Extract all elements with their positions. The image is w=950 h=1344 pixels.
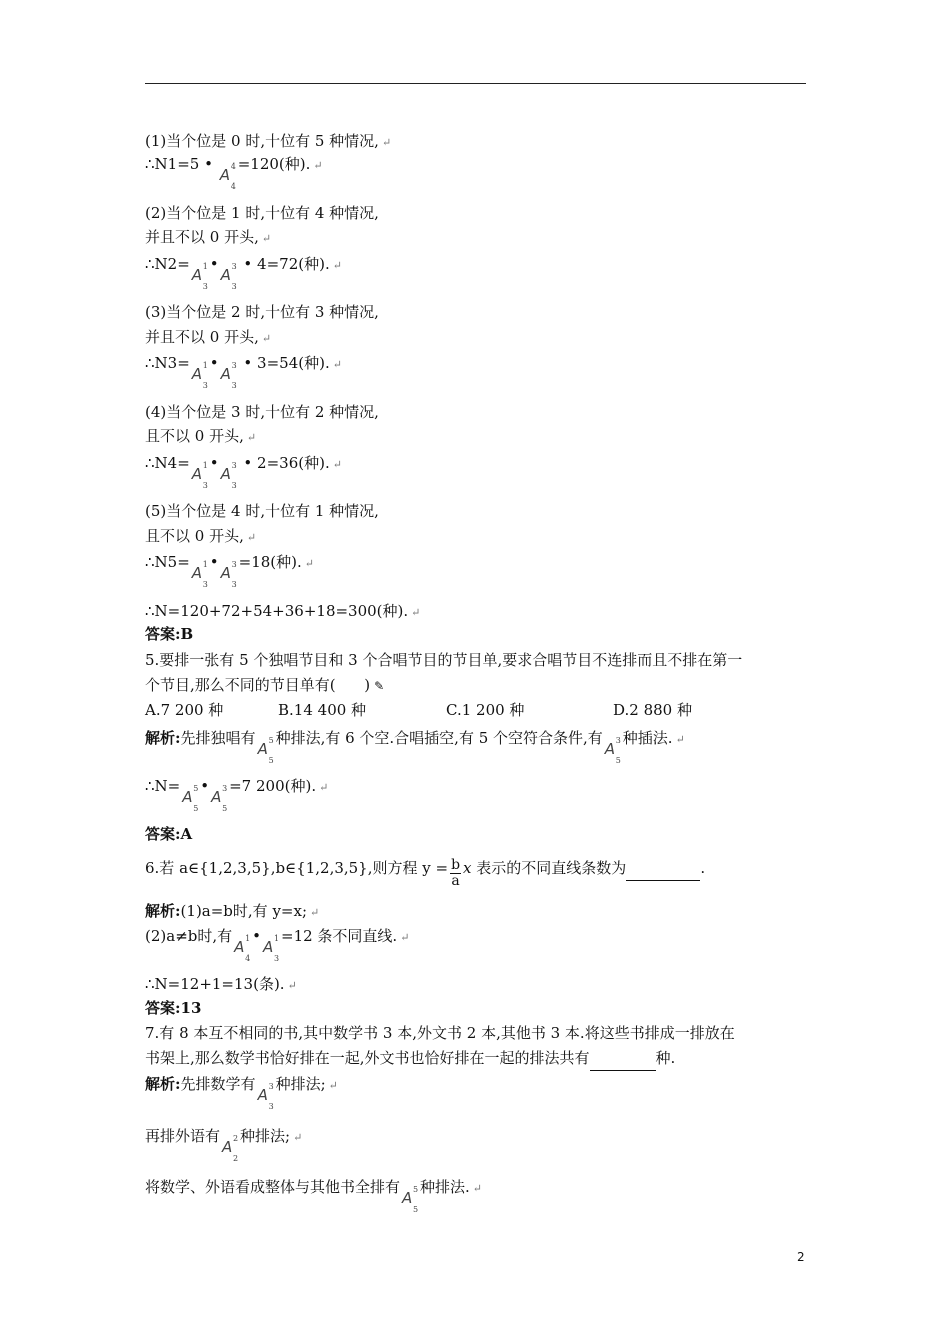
line-case-4: (4)当个位是 3 时,十位有 2 种情况,: [145, 403, 379, 421]
line-case-2: (2)当个位是 1 时,十位有 4 种情况,: [145, 204, 379, 222]
perm-a53: A 3 5: [211, 784, 228, 813]
analysis-5: 解析:先排独唱有 A 5 5 种排法,有 6 个空.合唱插空,有 5 个空符合条件,有 A 3 5 种插法. ↵: [145, 729, 685, 765]
line-n3: ∴N3= A 1 3 • A 3 3 • 3=54(种). ↵: [145, 354, 342, 390]
line-n1: ∴N1=5 • A 4 4 =120(种). ↵: [145, 155, 323, 191]
analysis-6-line2: (2)a≠b时,有 A 1 4 • A 1 3 =12 条不同直线. ↵: [145, 927, 410, 963]
option-b: B.14 400 种: [278, 701, 367, 719]
question-7-line2: 书架上,那么数学书恰好排在一起,外文书也恰好排在一起的排法共有 种.: [145, 1048, 675, 1071]
line-n5: ∴N5= A 1 3 • A 3 3 =18(种). ↵: [145, 553, 314, 589]
perm-a22: A 2 2: [222, 1134, 239, 1163]
answer-6: 答案:13: [145, 999, 202, 1017]
line-case-2b: 并且不以 0 开头, ↵: [145, 228, 272, 246]
line-n-q6: ∴N=12+1=13(条). ↵: [145, 975, 297, 993]
perm-a33: A 3 3: [257, 1082, 274, 1111]
question-7-line1: 7.有 8 本互不相同的书,其中数学书 3 本,外文书 2 本,其他书 3 本.将这些书排成一排放在: [145, 1024, 735, 1042]
analysis-7-line3: 将数学、外语看成整体与其他书全排有 A 5 5 种排法. ↵: [145, 1178, 483, 1214]
line-case-3: (3)当个位是 2 时,十位有 3 种情况,: [145, 303, 379, 321]
question-5-line2: 个节目,那么不同的节目单有( ) ✎: [145, 676, 385, 694]
perm-a31: A 1 3: [191, 560, 208, 589]
perm-a31: A 1 3: [191, 262, 208, 291]
option-a: A.7 200 种: [145, 701, 224, 719]
line-case-4b: 且不以 0 开头, ↵: [145, 427, 257, 445]
perm-a55: A 5 5: [402, 1185, 419, 1214]
header-rule: [145, 83, 806, 84]
line-n4: ∴N4= A 1 3 • A 3 3 • 2=36(种). ↵: [145, 454, 342, 490]
perm-a33: A 3 3: [220, 361, 237, 390]
question-6: 6.若 a∈{1,2,3,5},b∈{1,2,3,5},则方程 y = $\frac{b}{a}$ x 表示的不同直线条数为 .: [145, 857, 706, 889]
line-n2: ∴N2= A 1 3 • A 3 3 • 4=72(种). ↵: [145, 255, 342, 291]
paragraph-mark-icon: ↵: [381, 136, 392, 149]
page-number: 2: [797, 1250, 805, 1264]
perm-a41: A 1 4: [234, 934, 251, 963]
answer-blank[interactable]: [626, 860, 700, 881]
perm-a55: A 5 5: [257, 736, 274, 765]
perm-a33: A 3 3: [220, 560, 237, 589]
question-5-line1: 5.要排一张有 5 个独唱节目和 3 个合唱节目的节目单,要求合唱节目不连排而且不排在第一: [145, 651, 743, 669]
answer-5: 答案:A: [145, 825, 193, 843]
line-case-5: (5)当个位是 4 时,十位有 1 种情况,: [145, 502, 379, 520]
line-case-1: (1)当个位是 0 时,十位有 5 种情况, ↵: [145, 132, 392, 150]
perm-a33: A 3 3: [220, 262, 237, 291]
option-d: D.2 880 种: [613, 701, 692, 719]
fraction-b-over-a: $\frac{b}{a}$: [451, 857, 461, 889]
line-n-q5: ∴N= A 5 5 • A 3 5 =7 200(种). ↵: [145, 777, 329, 813]
line-case-5b: 且不以 0 开头, ↵: [145, 527, 257, 545]
analysis-7: 解析:先排数学有 A 3 3 种排法; ↵: [145, 1075, 338, 1111]
analysis-6-line1: 解析:(1)a=b时,有 y=x; ↵: [145, 902, 320, 920]
perm-a53: A 3 5: [604, 736, 621, 765]
perm-a33: A 3 3: [220, 461, 237, 490]
analysis-7-line2: 再排外语有 A 2 2 种排法; ↵: [145, 1127, 303, 1163]
answer-4: 答案:B: [145, 625, 194, 643]
perm-a55: A 5 5: [182, 784, 199, 813]
line-n-total: ∴N=120+72+54+36+18=300(种). ↵: [145, 602, 421, 620]
perm-a31: A 1 3: [263, 934, 280, 963]
perm-a31: A 1 3: [191, 361, 208, 390]
option-c: C.1 200 种: [446, 701, 525, 719]
answer-blank[interactable]: [590, 1050, 656, 1071]
perm-a31: A 1 3: [191, 461, 208, 490]
perm-a44: A 4 4: [219, 162, 236, 191]
line-case-3b: 并且不以 0 开头, ↵: [145, 328, 272, 346]
